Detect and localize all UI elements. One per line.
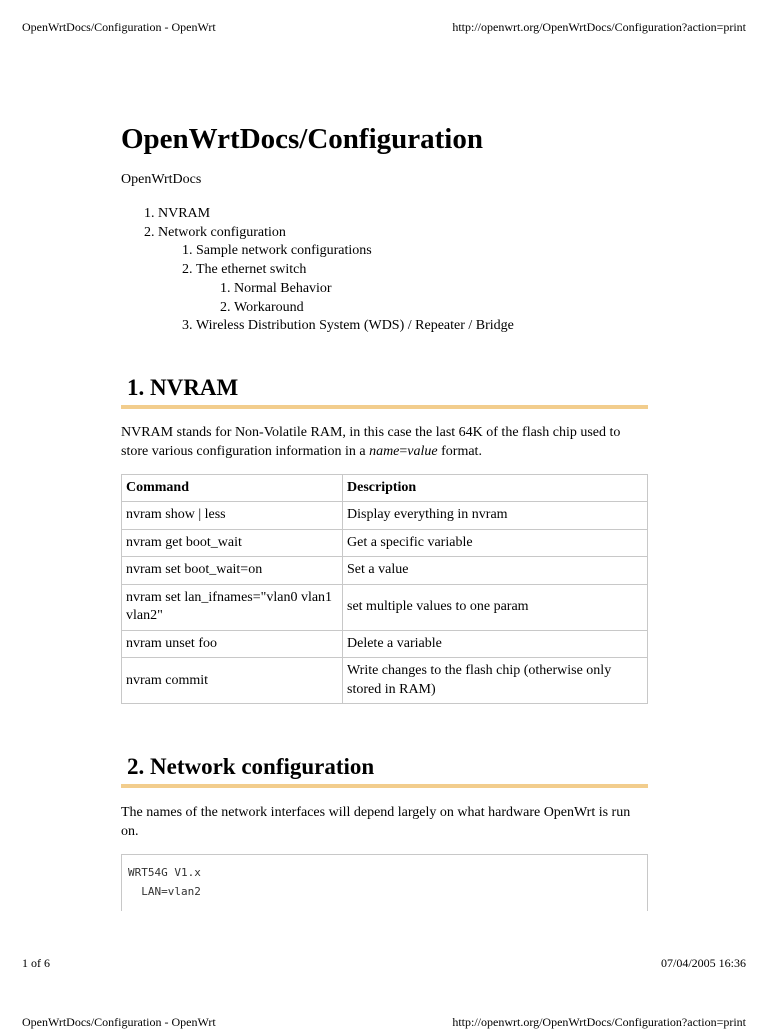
page-title: OpenWrtDocs/Configuration bbox=[121, 123, 483, 155]
description-cell: Display everything in nvram bbox=[343, 502, 648, 530]
print-date: 07/04/2005 16:36 bbox=[660, 956, 746, 970]
next-page-header bbox=[22, 1015, 746, 1030]
toc-sublist-switch bbox=[196, 280, 648, 317]
table-header-row bbox=[122, 474, 648, 502]
print-header-title: OpenWrtDocs/Configuration - OpenWrt bbox=[22, 20, 216, 34]
section-heading-nvram: 1. NVRAM bbox=[121, 373, 648, 409]
nvram-intro bbox=[121, 423, 648, 461]
table-row bbox=[122, 630, 648, 658]
toc-item-network-configuration bbox=[158, 224, 648, 336]
toc-link-network-configuration[interactable]: Network configuration bbox=[158, 224, 286, 240]
table-row bbox=[122, 658, 648, 704]
toc-item-sample-configs bbox=[196, 242, 648, 261]
toc-item-normal-behavior bbox=[234, 280, 648, 299]
toc-link-normal-behavior[interactable]: Normal Behavior bbox=[234, 280, 332, 296]
column-header-command: Command bbox=[122, 474, 343, 502]
print-header bbox=[22, 20, 746, 35]
command-cell: nvram set boot_wait=on bbox=[122, 557, 343, 585]
code-line: LAN=vlan2 bbox=[128, 885, 201, 899]
description-cell: Get a specific variable bbox=[343, 529, 648, 557]
network-intro: The names of the network interfaces will depend largely on what hardware OpenWrt is run on. bbox=[121, 805, 631, 840]
next-page-header-title: OpenWrtDocs/Configuration - OpenWrt bbox=[22, 1015, 216, 1029]
toc-sublist-network bbox=[158, 242, 648, 336]
toc-item-wds bbox=[196, 317, 648, 336]
description-cell: set multiple values to one param bbox=[343, 584, 648, 630]
toc-item-ethernet-switch bbox=[196, 261, 648, 317]
section-heading-network: 2. Network configuration bbox=[121, 752, 648, 788]
nvram-intro-eq: = bbox=[399, 443, 408, 459]
description-cell: Delete a variable bbox=[343, 630, 648, 658]
nvram-intro-name: name bbox=[369, 443, 400, 459]
print-header-url: http://openwrt.org/OpenWrtDocs/Configuration?action=print bbox=[452, 20, 746, 34]
command-cell: nvram set lan_ifnames="vlan0 vlan1 vlan2" bbox=[122, 584, 343, 630]
breadcrumb-link[interactable]: OpenWrtDocs bbox=[121, 172, 202, 187]
toc-link-nvram[interactable]: NVRAM bbox=[158, 206, 211, 221]
table-row bbox=[122, 502, 648, 530]
toc-item-nvram bbox=[158, 205, 648, 224]
code-line: WRT54G V1.x bbox=[128, 866, 201, 880]
code-block bbox=[121, 854, 648, 911]
command-cell: nvram commit bbox=[122, 658, 343, 704]
command-cell: nvram show | less bbox=[122, 502, 343, 530]
toc-item-workaround bbox=[234, 299, 648, 318]
table-row bbox=[122, 529, 648, 557]
toc-link-ethernet-switch[interactable]: The ethernet switch bbox=[196, 262, 307, 278]
page-number: 1 of 6 bbox=[22, 956, 50, 970]
toc-link-wds[interactable]: Wireless Distribution System (WDS) / Repeater / Bridge bbox=[196, 318, 514, 334]
next-page-header-url: http://openwrt.org/OpenWrtDocs/Configuration?action=print bbox=[452, 1015, 746, 1029]
print-footer bbox=[22, 956, 746, 971]
nvram-intro-value: value bbox=[407, 443, 438, 459]
nvram-command-table bbox=[121, 474, 648, 705]
command-cell: nvram unset foo bbox=[122, 630, 343, 658]
table-of-contents bbox=[121, 205, 648, 336]
table-row bbox=[122, 557, 648, 585]
toc-link-workaround[interactable]: Workaround bbox=[234, 299, 304, 315]
column-header-description: Description bbox=[343, 474, 648, 502]
toc-link-sample-configs[interactable]: Sample network configurations bbox=[196, 243, 372, 259]
nvram-intro-end: format. bbox=[437, 443, 482, 459]
document-content bbox=[121, 120, 648, 911]
table-row bbox=[122, 584, 648, 630]
description-cell: Write changes to the flash chip (otherwise only stored in RAM) bbox=[343, 658, 648, 704]
description-cell: Set a value bbox=[343, 557, 648, 585]
command-cell: nvram get boot_wait bbox=[122, 529, 343, 557]
nvram-intro-text: NVRAM stands for Non-Volatile RAM, in this case the last 64K of the flash chip used to store various configuration information in a bbox=[121, 424, 621, 459]
